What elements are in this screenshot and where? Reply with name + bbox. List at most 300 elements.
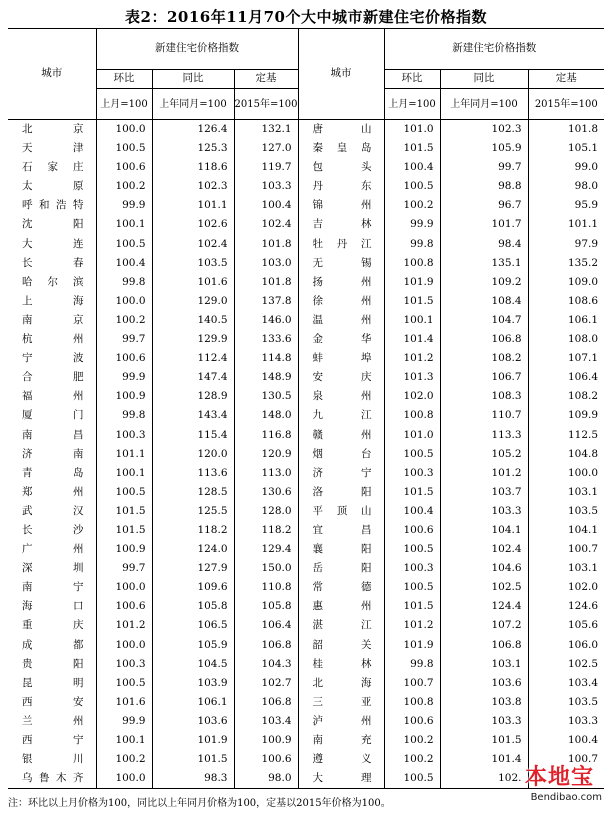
mom-value: 99.9 xyxy=(96,368,152,387)
mom-value: 101.5 xyxy=(384,139,440,158)
city-name: 南昌 xyxy=(22,428,84,441)
mom-value: 100.8 xyxy=(384,406,440,425)
table-row xyxy=(8,426,604,445)
header-mom-base-right: 上月=100 xyxy=(384,89,440,120)
city-name: 惠州 xyxy=(298,597,384,616)
city-name: 兰州 xyxy=(22,714,84,727)
header-yoy-right: 同比 xyxy=(440,70,528,89)
header-index-right: 新建住宅价格指数 xyxy=(384,29,604,70)
yoy-value: 103.3 xyxy=(440,502,528,521)
fixed-value: 103.3 xyxy=(528,712,604,731)
city-name: 宜昌 xyxy=(298,521,384,540)
city-name: 无锡 xyxy=(298,254,384,273)
fixed-value: 112.5 xyxy=(528,426,604,445)
fixed-value: 103.4 xyxy=(234,712,298,731)
table-row xyxy=(8,177,604,196)
fixed-value: 103.5 xyxy=(528,502,604,521)
header-index-left: 新建住宅价格指数 xyxy=(96,29,298,70)
mom-value: 99.8 xyxy=(384,655,440,674)
city-name: 宁波 xyxy=(22,352,84,365)
city-name: 南京 xyxy=(22,313,84,326)
table-row xyxy=(8,387,604,406)
yoy-value: 103.9 xyxy=(152,674,234,693)
city-name: 太原 xyxy=(22,180,84,193)
yoy-value: 147.4 xyxy=(152,368,234,387)
fixed-value: 98.0 xyxy=(528,177,604,196)
yoy-value: 106.8 xyxy=(440,330,528,349)
mom-value: 99.9 xyxy=(96,196,152,215)
fixed-value: 127.0 xyxy=(234,139,298,158)
city-name: 呼和浩特 xyxy=(22,199,84,212)
mom-value: 100.4 xyxy=(96,254,152,273)
yoy-value: 125.5 xyxy=(152,502,234,521)
fixed-value: 129.4 xyxy=(234,540,298,559)
mom-value: 100.6 xyxy=(96,349,152,368)
mom-value: 100.5 xyxy=(384,445,440,464)
fixed-value: 119.7 xyxy=(234,158,298,177)
yoy-value: 106.7 xyxy=(440,368,528,387)
mom-value: 100.5 xyxy=(96,483,152,502)
mom-value: 100.8 xyxy=(384,693,440,712)
yoy-value: 128.9 xyxy=(152,387,234,406)
fixed-value: 100.7 xyxy=(528,750,604,769)
yoy-value: 104.7 xyxy=(440,311,528,330)
table-row xyxy=(8,578,604,597)
mom-value: 101.4 xyxy=(384,330,440,349)
footnote: 注：环比以上月价格为100，同比以上年同月价格为100，定基以2015年价格为100。 xyxy=(8,798,391,809)
yoy-value: 103.5 xyxy=(152,254,234,273)
yoy-value: 102. xyxy=(440,769,528,789)
yoy-value: 120.0 xyxy=(152,445,234,464)
mom-value: 101.9 xyxy=(384,636,440,655)
city-name: 西宁 xyxy=(22,734,84,746)
fixed-value: 104.8 xyxy=(528,445,604,464)
fixed-value: 102.7 xyxy=(234,674,298,693)
table-row xyxy=(8,254,604,273)
city-name: 唐山 xyxy=(298,120,384,140)
header-fixed-base-left: 2015年=100 xyxy=(234,89,298,120)
mom-value: 100.6 xyxy=(96,158,152,177)
fixed-value: 103.4 xyxy=(528,674,604,693)
table-row xyxy=(8,674,604,693)
fixed-value: 105.8 xyxy=(234,597,298,616)
yoy-value: 112.4 xyxy=(152,349,234,368)
yoy-value: 98.3 xyxy=(152,769,234,789)
fixed-value: 100.4 xyxy=(528,731,604,750)
yoy-value: 105.9 xyxy=(152,636,234,655)
yoy-value: 124.4 xyxy=(440,597,528,616)
fixed-value: 101.8 xyxy=(234,235,298,254)
fixed-value: 106.4 xyxy=(528,368,604,387)
yoy-value: 109.2 xyxy=(440,273,528,292)
yoy-value: 105.2 xyxy=(440,445,528,464)
fixed-value: 95.9 xyxy=(528,196,604,215)
fixed-value: 102.0 xyxy=(528,578,604,597)
mom-value: 101.1 xyxy=(96,445,152,464)
fixed-value: 103.0 xyxy=(234,254,298,273)
fixed-value: 101.8 xyxy=(528,120,604,140)
yoy-value: 102.3 xyxy=(440,120,528,140)
yoy-value: 104.5 xyxy=(152,655,234,674)
mom-value: 100.6 xyxy=(384,712,440,731)
yoy-value: 126.4 xyxy=(152,120,234,140)
table-row xyxy=(8,139,604,158)
city-name: 长春 xyxy=(22,256,84,269)
fixed-value: 103.1 xyxy=(528,483,604,502)
header-mom-left: 环比 xyxy=(96,70,152,89)
mom-value: 99.8 xyxy=(96,406,152,425)
city-name: 郑州 xyxy=(22,485,84,498)
table-row xyxy=(8,540,604,559)
city-name: 岳阳 xyxy=(298,559,384,578)
fixed-value: 130.5 xyxy=(234,387,298,406)
city-name: 上海 xyxy=(22,294,84,307)
city-name: 成都 xyxy=(22,638,84,651)
mom-value: 100.2 xyxy=(96,177,152,196)
yoy-value: 101.9 xyxy=(152,731,234,750)
mom-value: 100.5 xyxy=(96,139,152,158)
mom-value: 102.0 xyxy=(384,387,440,406)
mom-value: 100.5 xyxy=(96,235,152,254)
city-name: 包头 xyxy=(298,158,384,177)
fixed-value: 99.0 xyxy=(528,158,604,177)
fixed-value: 97.9 xyxy=(528,235,604,254)
yoy-value: 102.4 xyxy=(152,235,234,254)
header-yoy-base-right: 上年同月=100 xyxy=(440,89,528,120)
yoy-value: 101.4 xyxy=(440,750,528,769)
header-mom-base-left: 上月=100 xyxy=(96,89,152,120)
city-name: 西安 xyxy=(22,695,84,708)
yoy-value: 104.6 xyxy=(440,559,528,578)
city-name: 南宁 xyxy=(22,581,84,594)
mom-value: 100.2 xyxy=(384,750,440,769)
city-name: 安庆 xyxy=(298,368,384,387)
city-name: 蚌埠 xyxy=(298,349,384,368)
fixed-value: 103.5 xyxy=(528,693,604,712)
table-row xyxy=(8,731,604,750)
mom-value: 100.7 xyxy=(384,674,440,693)
city-name: 长沙 xyxy=(22,523,84,536)
yoy-value: 125.3 xyxy=(152,139,234,158)
fixed-value: 106.8 xyxy=(234,636,298,655)
header-yoy-base-left: 上年同月=100 xyxy=(152,89,234,120)
city-name: 大理 xyxy=(298,769,384,789)
yoy-value: 96.7 xyxy=(440,196,528,215)
table-row xyxy=(8,616,604,635)
city-name: 济宁 xyxy=(298,464,384,483)
table-title: 表2：2016年11月70个大中城市新建住宅价格指数 xyxy=(125,8,487,26)
city-name: 大连 xyxy=(22,237,84,250)
city-name: 桂林 xyxy=(298,655,384,674)
header-fixed-base-right: 2015年=100 xyxy=(528,89,604,120)
city-name: 昆明 xyxy=(22,676,84,689)
yoy-value: 118.6 xyxy=(152,158,234,177)
yoy-value: 107.2 xyxy=(440,616,528,635)
fixed-value: 108.2 xyxy=(528,387,604,406)
fixed-value: 120.9 xyxy=(234,445,298,464)
city-name: 深圳 xyxy=(22,562,84,575)
yoy-value: 103.3 xyxy=(440,712,528,731)
city-name: 天津 xyxy=(22,142,84,155)
table-row xyxy=(8,483,604,502)
table-row xyxy=(8,445,604,464)
mom-value: 100.5 xyxy=(384,540,440,559)
yoy-value: 105.9 xyxy=(440,139,528,158)
mom-value: 101.3 xyxy=(384,368,440,387)
yoy-value: 102.4 xyxy=(440,540,528,559)
fixed-value: 100.7 xyxy=(528,540,604,559)
city-name: 广州 xyxy=(22,543,84,556)
mom-value: 101.0 xyxy=(384,426,440,445)
mom-value: 101.2 xyxy=(384,349,440,368)
fixed-value: 105.1 xyxy=(528,139,604,158)
city-name: 重庆 xyxy=(22,619,84,632)
yoy-value: 106.8 xyxy=(440,636,528,655)
city-name: 北京 xyxy=(8,120,96,140)
table-row xyxy=(8,120,604,140)
fixed-value: 100.9 xyxy=(234,731,298,750)
fixed-value: 104.3 xyxy=(234,655,298,674)
city-name: 乌鲁木齐 xyxy=(8,769,96,789)
yoy-value: 113.3 xyxy=(440,426,528,445)
yoy-value: 124.0 xyxy=(152,540,234,559)
city-name: 青岛 xyxy=(22,466,84,479)
mom-value: 99.8 xyxy=(96,273,152,292)
yoy-value: 135.1 xyxy=(440,254,528,273)
yoy-value: 128.5 xyxy=(152,483,234,502)
city-name: 石家庄 xyxy=(22,161,84,174)
fixed-value: 100.6 xyxy=(234,750,298,769)
table-row xyxy=(8,311,604,330)
mom-value: 100.1 xyxy=(96,215,152,234)
yoy-value: 101.1 xyxy=(152,196,234,215)
city-name: 烟台 xyxy=(298,445,384,464)
yoy-value: 118.2 xyxy=(152,521,234,540)
mom-value: 100.0 xyxy=(96,636,152,655)
city-name: 三亚 xyxy=(298,693,384,712)
city-name: 福州 xyxy=(22,390,84,403)
yoy-value: 101.5 xyxy=(152,750,234,769)
yoy-value: 101.7 xyxy=(440,215,528,234)
mom-value: 101.5 xyxy=(96,502,152,521)
yoy-value: 127.9 xyxy=(152,559,234,578)
mom-value: 99.9 xyxy=(96,712,152,731)
fixed-value: 132.1 xyxy=(234,120,298,140)
header-city-left: 城市 xyxy=(8,29,96,120)
mom-value: 101.5 xyxy=(384,292,440,311)
yoy-value: 140.5 xyxy=(152,311,234,330)
fixed-value: 105.6 xyxy=(528,616,604,635)
table-row xyxy=(8,158,604,177)
yoy-value: 108.4 xyxy=(440,292,528,311)
fixed-value: 102.5 xyxy=(528,655,604,674)
city-name: 哈尔滨 xyxy=(22,275,84,288)
table-row xyxy=(8,693,604,712)
yoy-value: 108.2 xyxy=(440,349,528,368)
mom-value: 99.9 xyxy=(384,215,440,234)
table-row xyxy=(8,292,604,311)
table-row xyxy=(8,655,604,674)
city-name: 常德 xyxy=(298,578,384,597)
table-row xyxy=(8,597,604,616)
yoy-value: 102.6 xyxy=(152,215,234,234)
fixed-value: 102.4 xyxy=(234,215,298,234)
city-name: 韶关 xyxy=(298,636,384,655)
mom-value: 100.1 xyxy=(96,731,152,750)
yoy-value: 108.3 xyxy=(440,387,528,406)
city-name: 南充 xyxy=(298,731,384,750)
table-row xyxy=(8,330,604,349)
city-name: 杭州 xyxy=(22,333,84,346)
mom-value: 100.5 xyxy=(384,578,440,597)
fixed-value: 133.6 xyxy=(234,330,298,349)
fixed-value: 103.3 xyxy=(234,177,298,196)
yoy-value: 106.1 xyxy=(152,693,234,712)
mom-value: 101.0 xyxy=(384,120,440,140)
mom-value: 100.5 xyxy=(384,769,440,789)
fixed-value: 118.2 xyxy=(234,521,298,540)
header-fixed-right: 定基 xyxy=(528,70,604,89)
fixed-value: 146.0 xyxy=(234,311,298,330)
table-row xyxy=(8,235,604,254)
table-row xyxy=(8,196,604,215)
yoy-value: 115.4 xyxy=(152,426,234,445)
city-name: 贵阳 xyxy=(22,657,84,670)
watermark-logo xyxy=(486,760,606,810)
city-name: 北海 xyxy=(298,674,384,693)
mom-value: 100.0 xyxy=(96,292,152,311)
mom-value: 101.5 xyxy=(384,483,440,502)
city-name: 襄阳 xyxy=(298,540,384,559)
table-row xyxy=(8,502,604,521)
watermark-url: Bendibao.com xyxy=(530,792,602,803)
yoy-value: 113.6 xyxy=(152,464,234,483)
mom-value: 101.6 xyxy=(96,693,152,712)
mom-value: 99.7 xyxy=(96,559,152,578)
fixed-value: 109.0 xyxy=(528,273,604,292)
city-name: 吉林 xyxy=(298,215,384,234)
mom-value: 100.3 xyxy=(96,426,152,445)
mom-value: 100.3 xyxy=(96,655,152,674)
city-name: 徐州 xyxy=(298,292,384,311)
mom-value: 100.4 xyxy=(384,158,440,177)
fixed-value: 106.0 xyxy=(528,636,604,655)
fixed-value: 148.0 xyxy=(234,406,298,425)
fixed-value: 100.0 xyxy=(528,464,604,483)
yoy-value: 110.7 xyxy=(440,406,528,425)
fixed-value: 106.1 xyxy=(528,311,604,330)
city-name: 赣州 xyxy=(298,426,384,445)
mom-value: 100.6 xyxy=(96,597,152,616)
fixed-value: 148.9 xyxy=(234,368,298,387)
mom-value: 100.1 xyxy=(384,311,440,330)
yoy-value: 105.8 xyxy=(152,597,234,616)
yoy-value: 106.5 xyxy=(152,616,234,635)
fixed-value: 109.9 xyxy=(528,406,604,425)
fixed-value: 108.6 xyxy=(528,292,604,311)
table-row xyxy=(8,273,604,292)
city-name: 合肥 xyxy=(22,371,84,384)
fixed-value: 100.4 xyxy=(234,196,298,215)
yoy-value: 101.2 xyxy=(440,464,528,483)
city-name: 沈阳 xyxy=(22,218,84,231)
fixed-value: 114.8 xyxy=(234,349,298,368)
yoy-value: 102.3 xyxy=(152,177,234,196)
fixed-value: 107.1 xyxy=(528,349,604,368)
yoy-value: 129.9 xyxy=(152,330,234,349)
fixed-value: 135.2 xyxy=(528,254,604,273)
fixed-value: 110.8 xyxy=(234,578,298,597)
yoy-value: 103.1 xyxy=(440,655,528,674)
mom-value: 100.5 xyxy=(96,674,152,693)
city-name: 济南 xyxy=(22,447,84,460)
city-name: 金华 xyxy=(298,330,384,349)
mom-value: 100.5 xyxy=(384,177,440,196)
watermark-mark: 本地宝 xyxy=(524,765,594,790)
fixed-value: 130.6 xyxy=(234,483,298,502)
mom-value: 100.8 xyxy=(384,254,440,273)
mom-value: 100.0 xyxy=(96,769,152,789)
mom-value: 100.0 xyxy=(96,578,152,597)
header-city-right: 城市 xyxy=(298,29,384,120)
mom-value: 99.7 xyxy=(96,330,152,349)
yoy-value: 99.7 xyxy=(440,158,528,177)
mom-value: 100.3 xyxy=(384,559,440,578)
city-name: 牡丹江 xyxy=(298,235,384,254)
city-name: 湛江 xyxy=(298,616,384,635)
city-name: 遵义 xyxy=(298,750,384,769)
fixed-value: 128.0 xyxy=(234,502,298,521)
yoy-value: 98.8 xyxy=(440,177,528,196)
mom-value: 100.9 xyxy=(96,540,152,559)
city-name: 海口 xyxy=(22,600,84,613)
city-name: 秦皇岛 xyxy=(298,139,384,158)
city-name: 洛阳 xyxy=(298,483,384,502)
city-name: 丹东 xyxy=(298,177,384,196)
mom-value: 100.1 xyxy=(96,464,152,483)
mom-value: 101.2 xyxy=(384,616,440,635)
fixed-value: 104.1 xyxy=(528,521,604,540)
fixed-value: 101.8 xyxy=(234,273,298,292)
yoy-value: 101.5 xyxy=(440,731,528,750)
table-row xyxy=(8,406,604,425)
fixed-value: 124.6 xyxy=(528,597,604,616)
mom-value: 100.2 xyxy=(384,731,440,750)
fixed-value: 108.0 xyxy=(528,330,604,349)
fixed-value: 113.0 xyxy=(234,464,298,483)
city-name: 九江 xyxy=(298,406,384,425)
mom-value: 100.3 xyxy=(384,464,440,483)
yoy-value: 103.6 xyxy=(440,674,528,693)
fixed-value: 150.0 xyxy=(234,559,298,578)
mom-value: 101.5 xyxy=(384,597,440,616)
city-name: 锦州 xyxy=(298,196,384,215)
yoy-value: 104.1 xyxy=(440,521,528,540)
table-row xyxy=(8,521,604,540)
price-index-table xyxy=(8,28,604,789)
table-row xyxy=(8,559,604,578)
city-name: 武汉 xyxy=(22,504,84,517)
city-name: 泸州 xyxy=(298,712,384,731)
fixed-value: 106.4 xyxy=(234,616,298,635)
fixed-value: 137.8 xyxy=(234,292,298,311)
yoy-value: 103.7 xyxy=(440,483,528,502)
fixed-value: 103.1 xyxy=(528,559,604,578)
mom-value: 101.2 xyxy=(96,616,152,635)
mom-value: 99.8 xyxy=(384,235,440,254)
table-row xyxy=(8,215,604,234)
mom-value: 100.2 xyxy=(96,311,152,330)
